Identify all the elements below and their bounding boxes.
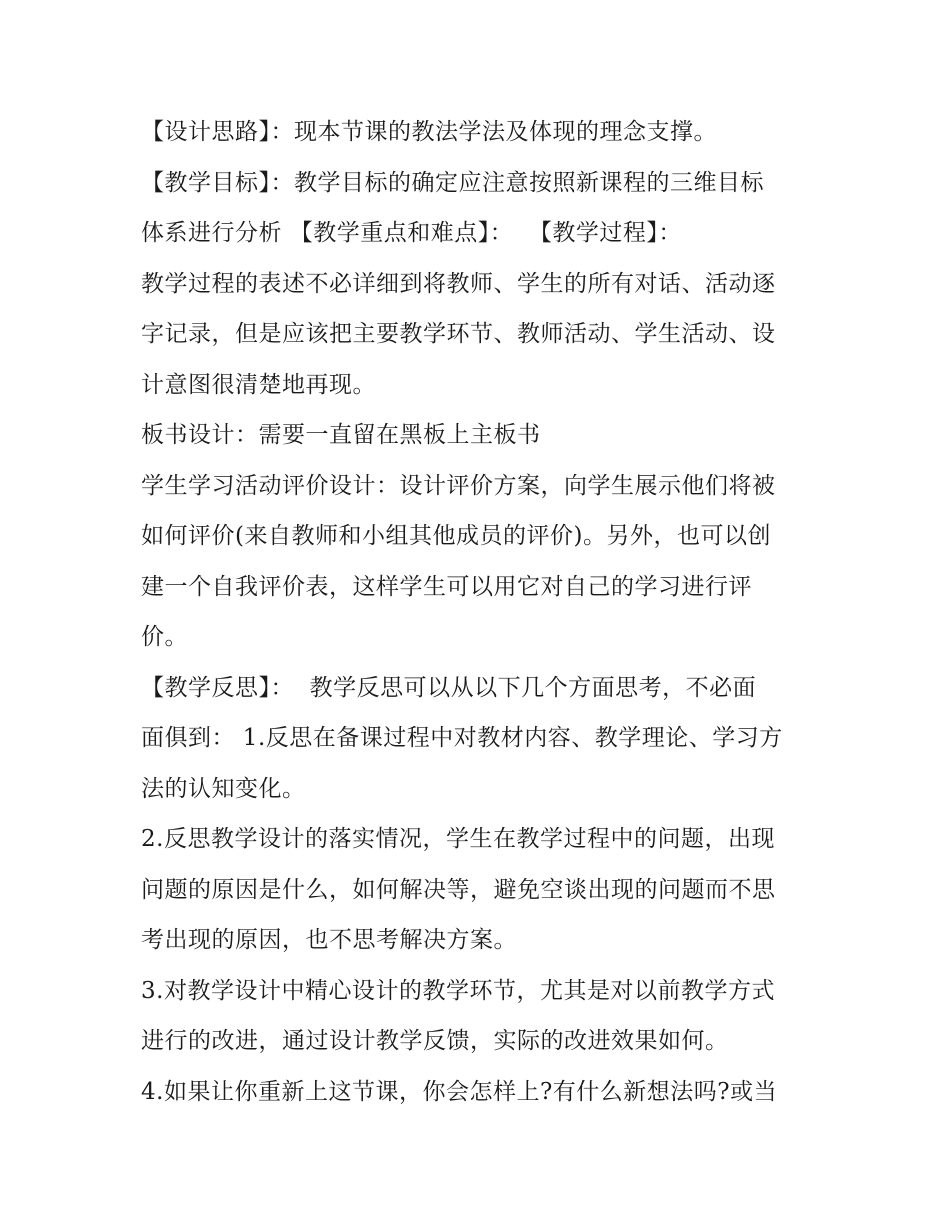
text-line: 建一个自我评价表，这样学生可以用它对自己的学习进行评 — [141, 573, 752, 600]
text-line: 2.反思教学设计的落实情况，学生在教学过程中的问题，出现 — [141, 826, 775, 852]
text-line: 问题的原因是什么，如何解决等，避免空谈出现的问题而不思 — [141, 876, 776, 903]
text-line: 计意图很清楚地再现。 — [141, 371, 376, 398]
text-line: 字记录，但是应该把主要教学环节、教师活动、学生活动、设 — [141, 321, 776, 347]
text-line: 如何评价(来自教师和小组其他成员的评价)。另外，也可以创 — [141, 523, 771, 549]
text-line: 体系进行分析 【教学重点和难点】： 【教学过程】： — [141, 220, 682, 246]
text-line: 4.如果让你重新上这节课，你会怎样上?有什么新想法吗?或当 — [141, 1078, 778, 1105]
text-line: 学生学习活动评价设计：设计评价方案，向学生展示他们将被 — [141, 472, 776, 499]
text-line: 进行的改进，通过设计教学反馈，实际的改进效果如何。 — [141, 1028, 729, 1054]
text-line: 价。 — [141, 624, 188, 650]
text-line: 板书设计：需要一直留在黑板上主板书 — [141, 422, 541, 448]
text-line: 【教学目标】：教学目标的确定应注意按照新课程的三维目标 — [141, 169, 764, 196]
text-line: 法的认知变化。 — [141, 775, 306, 802]
text-line: 3.对教学设计中精心设计的教学环节，尤其是对以前教学方式 — [141, 977, 775, 1004]
document-body — [141, 107, 821, 1117]
text-line: 考出现的原因，也不思考解决方案。 — [141, 927, 517, 953]
text-line: 【设计思路】：现本节课的教法学法及体现的理念支撑。 — [141, 119, 717, 145]
text-line: 【教学反思】： 教学反思可以从以下几个方面思考，不必面 — [141, 674, 757, 701]
text-line: 面俱到： 1.反思在备课过程中对教材内容、教学理论、学习方 — [141, 725, 783, 751]
text-line: 教学过程的表述不必详细到将教师、学生的所有对话、活动逐 — [141, 270, 776, 297]
